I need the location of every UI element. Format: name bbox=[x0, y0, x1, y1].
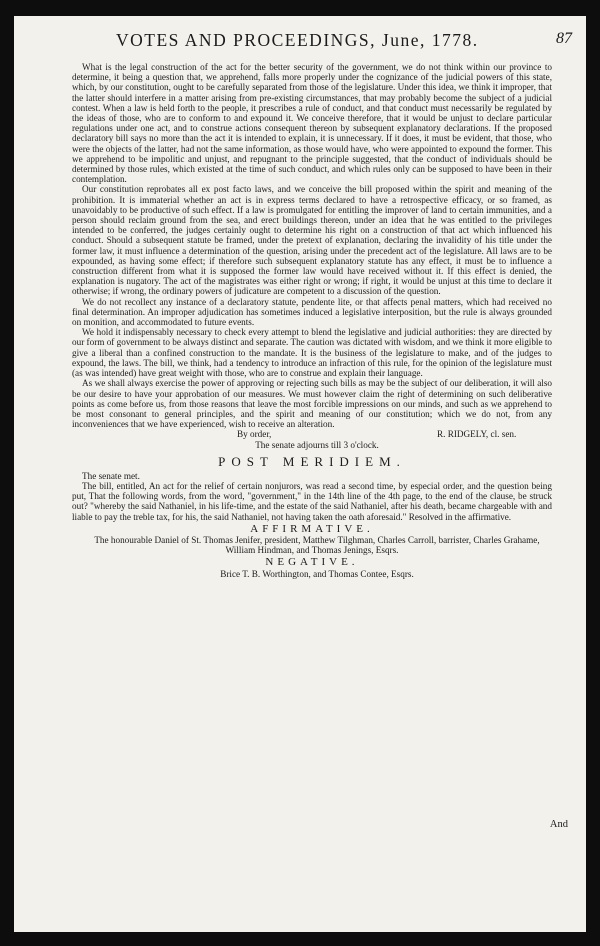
by-order-text: By order, bbox=[237, 429, 272, 440]
clerk-signature: R. RIDGELY, cl. sen. bbox=[437, 429, 517, 440]
post-meridiem-heading: POST MERIDIEM. bbox=[218, 453, 406, 469]
negative-heading: NEGATIVE. bbox=[265, 556, 359, 569]
paragraph-deliberation: As we shall always exercise the power of approving or rejecting such bills as may be the subject of our deliberation, it will also be our desire to have your approbation of our measures. We must however claim the right of determining on such deliberative points as come before us, from those reasons that leave the most forcible impressions on our minds, and such as we apprehend to be most consonant to general principles, and the spirit and meaning of our constitution; which we do not, from any inconveniences that we have experienced, wish to receive an alteration. bbox=[72, 378, 552, 430]
paragraph-ex-post-facto: Our constitution reprobates all ex post facto laws, and we conceive the bill proposed within the spirit and meaning of the prohibition. It is immaterial whether an act is in express terms declared to have a retrospective efficacy, or so framed, as unavoidably to be productive of such effect. If a law is promulgated for entitling the improver of land to certain immunities, and a person should reclaim ground from the sea, and erect buildings thereon, under an idea that he was entitled to the privileges intended to be conferred, the judges certainly ought to determine his right on a construction of that act which influenced his conduct. Should a subsequent statute be framed, under the pretext of explanation, declaring the invalidity of his title under the former law, it must influence a determination of the question, arising under the precedent act of the legislature. All laws are to be expounded, as having some effect; if therefore such subsequent explanatory statute has any effect, it must be to influence a construction different from what it is supposed the former law would have received without it. If this effect is denied, the explanation is nugatory. The act of the magistrates was either right or wrong; if right, it would be unjust at this time to declare it otherwise; if wrong, the ordinary powers of judicature are competent to a discussion of the question. bbox=[72, 184, 552, 297]
paragraph-separation-of-powers: We hold it indispensably necessary to check every attempt to blend the legislative and judicial authorities: they are directed by our form of government to be always distinct and separate. The caution was dictated with wisdom, and we think it more eligible to give a liberal than a confined construction to the mandate. It is the business of the legislature to make, and of the judges to expound, the laws. The bill, we think, had a tendency to introduce an infraction of this rule, for the opinion of the legislature must (as was intended) have great weight with those, who are to construe and explain their language. bbox=[72, 327, 553, 379]
catchword: And bbox=[549, 819, 568, 830]
document-page bbox=[14, 16, 586, 932]
affirmative-names: The honourable Daniel of St. Thomas Jenifer, president, Matthew Tilghman, Charles Carroll, barrister, Charles Grahame, William Hindman, and Thomas Jenings, Esqrs. bbox=[94, 534, 540, 556]
page-body bbox=[72, 62, 552, 579]
paragraph-judicial-powers: What is the legal construction of the act for the better security of the government, we do not think within our province to determine, it being a question that, we apprehend, falls more properly under the cognizance of the judicial powers of this state, which, by our constitution, ought to be carefully separated from those of the legislature. Under this idea, we think it improper, that the latter should interfere in a matter arising from pre-existing circumstances, that may probably become the subject of a judicial contest. When a law is held forth to the people, it prescribes a rule of conduct, and that conduct must necessarily be regulated by the ideas of those, who are to conform to and expound it. We conceive therefore, that it would be unjust to declare particular regulations under one act, and to construe actions consequent thereon by subsequent explanatory declarations. If the proposed declaratory bill says no more than the act it is intended to explain, it is unnecessary. If it does, it must be evident, that those, who were the objects of the latter, had not the same information, as those would have, who were appointed to expound the former. This we apprehend to be impolitic and unjust, and repugnant to the principle suggested, that the conduct of individuals should be determined by those rules, which existed at the time of such conduct, and which rules only can be supposed to have been in their contemplation. bbox=[72, 62, 552, 185]
adjournment-notice: The senate adjourns till 3 o'clock. bbox=[255, 440, 379, 451]
paragraph-declaratory-statute: We do not recollect any instance of a declaratory statute, pendente lite, or that affects penal matters, which had received no final determination. An improper adjudication has sometimes induced a legislative interposition, but the rule is always grounded on monition, and accommodated to future events. bbox=[72, 296, 552, 328]
affirmative-heading: AFFIRMATIVE. bbox=[250, 522, 374, 535]
signature-line bbox=[72, 429, 552, 440]
page-header bbox=[14, 30, 586, 54]
nonjurors-bill-motion: The bill, entitled, An act for the relief of certain nonjurors, was read a second time, by especial order, and the question being put, That the following words, from the word, "government," in the 14th line of the 4th page, to the end of the clause, be struck out? "whereby the said Nathaniel, in his life-time, and the estate of the said Nathaniel, after his death, became chargeable with and liable to pay the treble tax, for his, the said Nathaniel, not having taken the oath aforesaid." Resolved in the affirmative. bbox=[72, 480, 552, 522]
negative-names: Brice T. B. Worthington, and Thomas Contee, Esqrs. bbox=[220, 568, 414, 579]
page-number: 87 bbox=[556, 30, 572, 47]
running-title: VOTES AND PROCEEDINGS, June, 1778. bbox=[116, 30, 479, 50]
senate-met-text: The senate met. bbox=[82, 470, 140, 481]
